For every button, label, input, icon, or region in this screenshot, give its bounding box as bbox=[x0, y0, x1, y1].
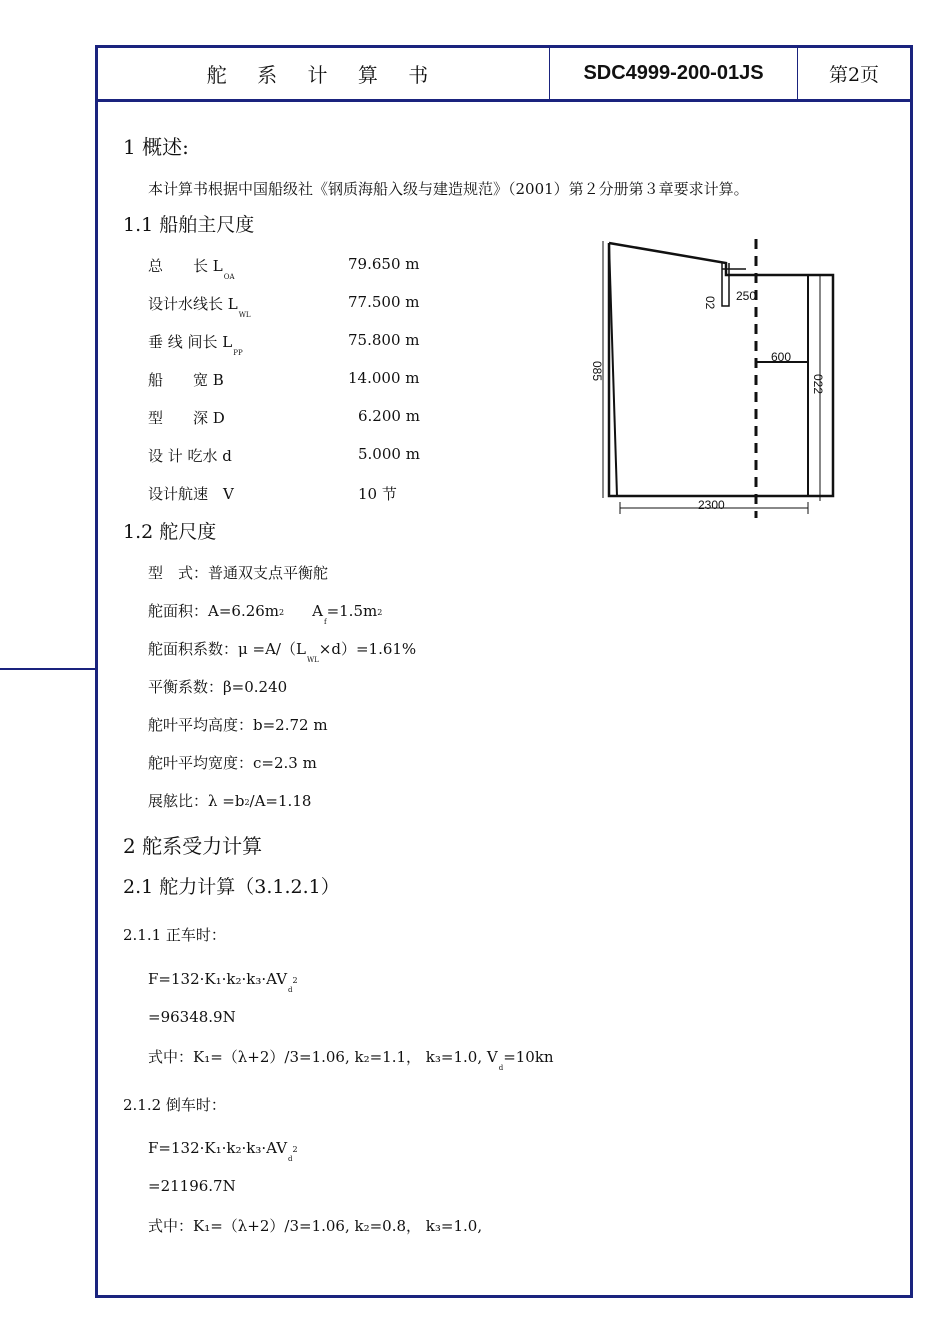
rudder-heading: 1.2 舵尺度 bbox=[123, 521, 217, 543]
astern-where: 式中：K₁=（λ+2）/3=1.06, k₂=0.8， k₃=1.0, bbox=[148, 1217, 483, 1235]
dim-label: 型 深 D bbox=[148, 409, 225, 427]
dim-value: 77.500 m bbox=[348, 293, 420, 311]
aspect-ratio: 展舷比：λ =b2/A=1.18 bbox=[148, 792, 312, 810]
dim-value: 10 节 bbox=[358, 485, 397, 503]
dims-heading: 1.1 船舶主尺度 bbox=[123, 214, 255, 236]
dim-label: 垂 线 间长 $L_{PP}$ bbox=[148, 333, 243, 357]
rudder-type: 型 式：普通双支点平衡舵 bbox=[148, 564, 329, 582]
section-1-heading: 1 概述: bbox=[123, 135, 189, 159]
balance-coefficient: 平衡系数：β=0.240 bbox=[148, 678, 288, 696]
doc-title: 舵 系 计 算 书 bbox=[98, 48, 550, 99]
rudder-area: 舵面积：A=6.26m2 $A_f=1.5m2$ bbox=[148, 602, 383, 626]
dim-label: 设计航速 V bbox=[148, 485, 234, 503]
astern-heading: 2.1.2 倒车时： bbox=[123, 1096, 226, 1114]
ahead-heading: 2.1.1 正车时： bbox=[123, 926, 226, 944]
margin-line bbox=[0, 668, 97, 670]
dim-value: 6.200 m bbox=[358, 407, 420, 425]
dim-right-label: 022 bbox=[811, 374, 825, 395]
dim-value: 75.800 m bbox=[348, 331, 420, 349]
rudder-drawing bbox=[588, 236, 838, 521]
dim-label: 设计水线长 $L_{WL}$ bbox=[148, 295, 251, 319]
section-2-heading: 2 舵系受力计算 bbox=[123, 834, 263, 858]
dim-250-label: 250 bbox=[736, 289, 757, 303]
dim-left-label: 085 bbox=[590, 361, 604, 382]
dim-label: 总 长 $L_{OA}$ bbox=[148, 257, 235, 281]
dim-label: 设 计 吃水 d bbox=[148, 447, 232, 465]
dim-600-label: 600 bbox=[771, 350, 792, 364]
page-number: 第2页 bbox=[828, 64, 880, 86]
intro-text: 本计算书根据中国船级社《钢质海船入级与建造规范》（2001）第２分册第３章要求计算。 bbox=[148, 180, 749, 198]
doc-code: SDC4999-200-01JS bbox=[550, 48, 798, 99]
dim-mid-label: 02 bbox=[703, 296, 717, 310]
dim-value: 79.650 m bbox=[348, 255, 420, 273]
dim-2300-label: 2300 bbox=[698, 498, 725, 512]
ahead-where: 式中：K₁=（λ+2）/3=1.06, k₂=1.1， k₃=1.0, $V_d=10kn$ bbox=[148, 1048, 554, 1072]
rudder-outline bbox=[609, 243, 833, 496]
dim-value: 14.000 m bbox=[348, 369, 420, 387]
dim-label: 船 宽 B bbox=[148, 371, 224, 389]
rudder-force-heading: 2.1 舵力计算（3.1.2.1） bbox=[123, 876, 340, 898]
ahead-result: =96348.9N bbox=[148, 1008, 236, 1026]
area-coefficient: 舵面积系数：$\mu =A/(L_{WL}\times d)=1.61\%$ bbox=[148, 640, 417, 664]
title-block bbox=[98, 48, 910, 102]
dim-value: 5.000 m bbox=[358, 445, 420, 463]
ahead-formula: $F=132\cdot K_1\cdot k_2\cdot k_3\cdot AV_d2$ bbox=[148, 970, 298, 994]
blade-height: 舵叶平均高度：b=2.72 m bbox=[148, 716, 328, 734]
astern-formula: $F=132\cdot K_1\cdot k_2\cdot k_3\cdot AV_d2$ bbox=[148, 1139, 298, 1163]
blade-width: 舵叶平均宽度：c=2.3 m bbox=[148, 754, 317, 772]
astern-result: =21196.7N bbox=[148, 1177, 236, 1195]
